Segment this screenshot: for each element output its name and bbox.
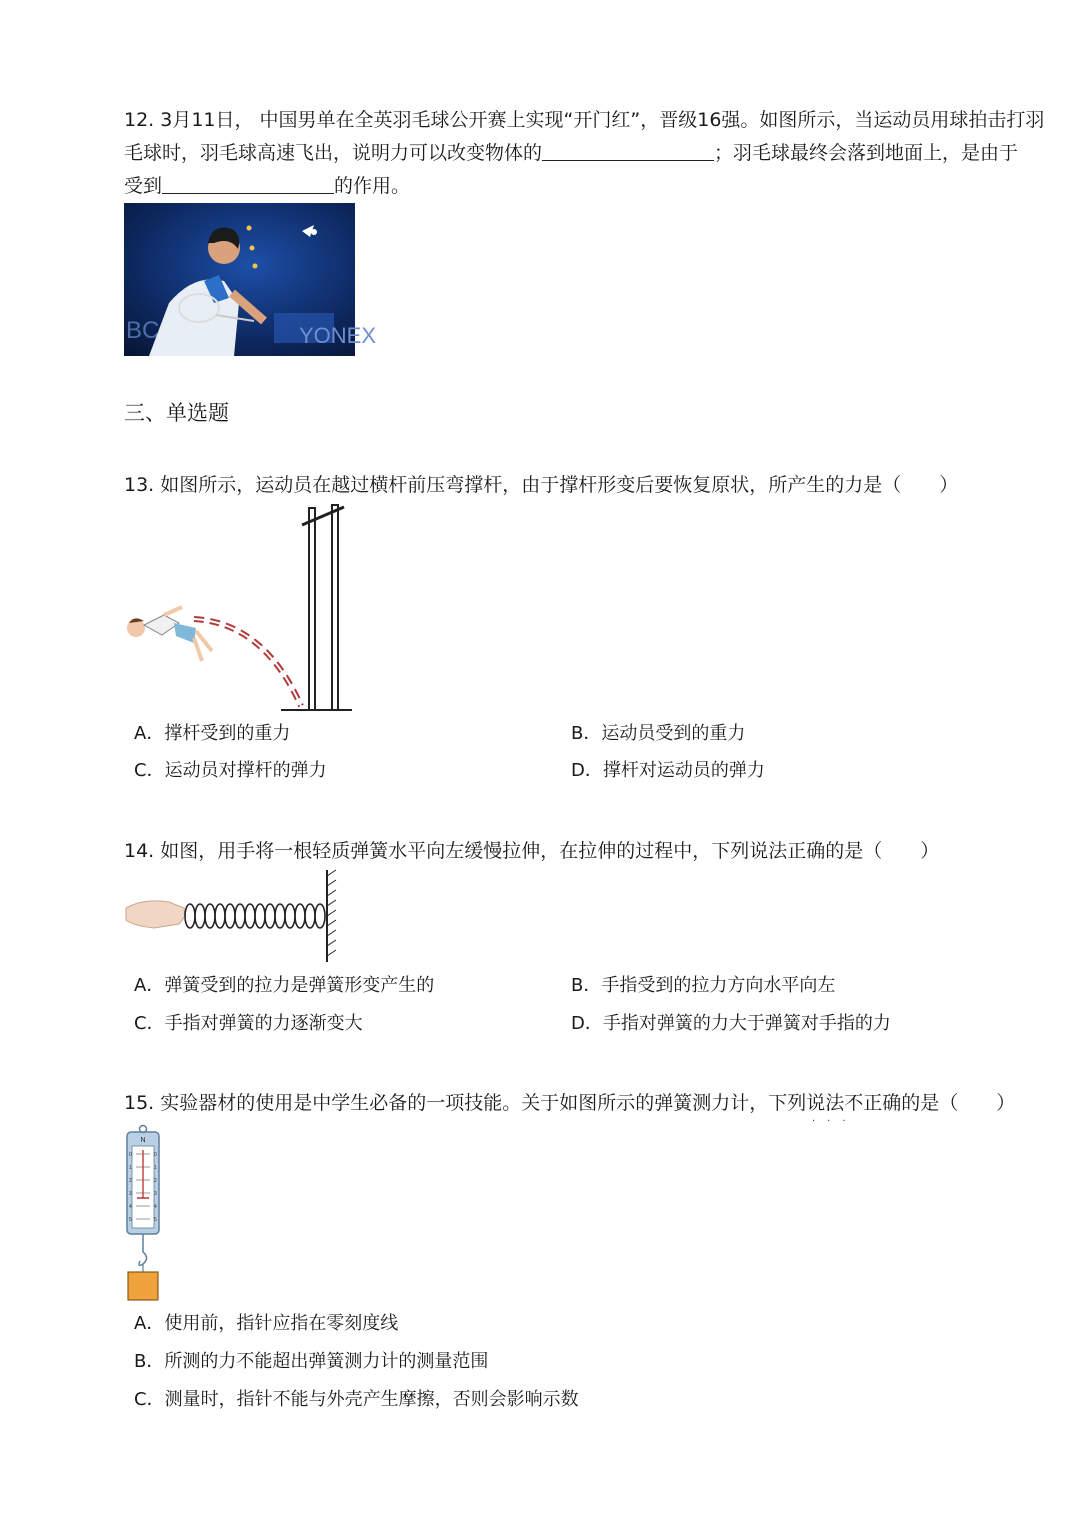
q13-option-a[interactable]: A．撑杆受到的重力	[134, 723, 291, 744]
q12-text-1: 12. 3月11日， 中国男单在全英羽毛球公开赛上实现“开门红”，晋级16强。如图所示，当运动员用球拍击打羽	[124, 109, 1045, 131]
q15-stem: 15. 实验器材的使用是中学生必备的一项技能。关于如图所示的弹簧测力计，下列说法不正确的是（ ）	[124, 1092, 1016, 1114]
q12-text-2b: ；羽毛球最终会落到地面上，是由于	[714, 142, 1019, 164]
scale-tick-3: 3	[129, 1191, 132, 1197]
scale-tick-4-right: 4	[154, 1204, 157, 1210]
q12-line-2	[124, 141, 1018, 165]
scale-tick-3-right: 3	[154, 1191, 157, 1197]
badminton-player-photo	[124, 203, 377, 356]
section-title: 三、单选题	[124, 401, 229, 425]
q15-option-c[interactable]: C．测量时，指针不能与外壳产生摩擦，否则会影响示数	[134, 1389, 579, 1410]
q15-option-a[interactable]: A．使用前，指针应指在零刻度线	[134, 1313, 399, 1334]
q14-option-c[interactable]: C．手指对弹簧的力逐渐变大	[134, 1013, 363, 1034]
q12-text-3a: 受到	[124, 175, 163, 197]
scale-tick-1-right: 1	[154, 1165, 157, 1171]
scale-tick-2-right: 2	[154, 1178, 157, 1184]
pole-vault-figure	[124, 503, 364, 713]
q13-option-c[interactable]: C．运动员对撑杆的弹力	[134, 760, 327, 781]
svg-text:YONEX: YONEX	[299, 323, 377, 348]
scale-tick-2: 2	[129, 1178, 132, 1184]
q13-stem: 13. 如图所示，运动员在越过横杆前压弯撑杆，由于撑杆形变后要恢复原状，所产生的力是（ ）	[124, 474, 959, 496]
scale-tick-5-right: 5	[154, 1217, 157, 1223]
q12-text-2a: 毛球时，羽毛球高速飞出，说明力可以改变物体的	[124, 142, 543, 164]
q13-option-b[interactable]: B．运动员受到的重力	[571, 723, 746, 744]
spring-scale-figure	[124, 1124, 164, 1304]
q15-emphasis-dots: ···	[812, 1116, 858, 1127]
q13-option-d[interactable]: D．撑杆对运动员的弹力	[571, 760, 765, 781]
q14-option-b[interactable]: B．手指受到的拉力方向水平向左	[571, 975, 836, 996]
q14-stem: 14. 如图，用手将一根轻质弹簧水平向左缓慢拉伸，在拉伸的过程中，下列说法正确的是（ ）	[124, 840, 940, 862]
q12-text-3b: 的作用。	[334, 175, 411, 197]
scale-tick-0-right: 0	[154, 1152, 157, 1158]
scale-tick-4: 4	[129, 1204, 132, 1210]
spring-scale-unit-label: N	[140, 1137, 146, 1144]
q14-option-d[interactable]: D．手指对弹簧的力大于弹簧对手指的力	[571, 1013, 891, 1034]
q12-line-1	[124, 108, 1044, 132]
scale-tick-0: 0	[129, 1152, 132, 1158]
q12-blank-2[interactable]	[162, 175, 334, 194]
scale-tick-1: 1	[129, 1165, 132, 1171]
q12-line-3	[124, 174, 410, 198]
q15-option-b[interactable]: B．所测的力不能超出弹簧测力计的测量范围	[134, 1351, 489, 1372]
q14-option-a[interactable]: A．弹簧受到的拉力是弹簧形变产生的	[134, 975, 435, 996]
scale-tick-5: 5	[129, 1217, 132, 1223]
spring-hand-figure	[124, 868, 344, 964]
q12-blank-1[interactable]	[542, 142, 714, 161]
svg-text:BC: BC	[126, 317, 160, 344]
